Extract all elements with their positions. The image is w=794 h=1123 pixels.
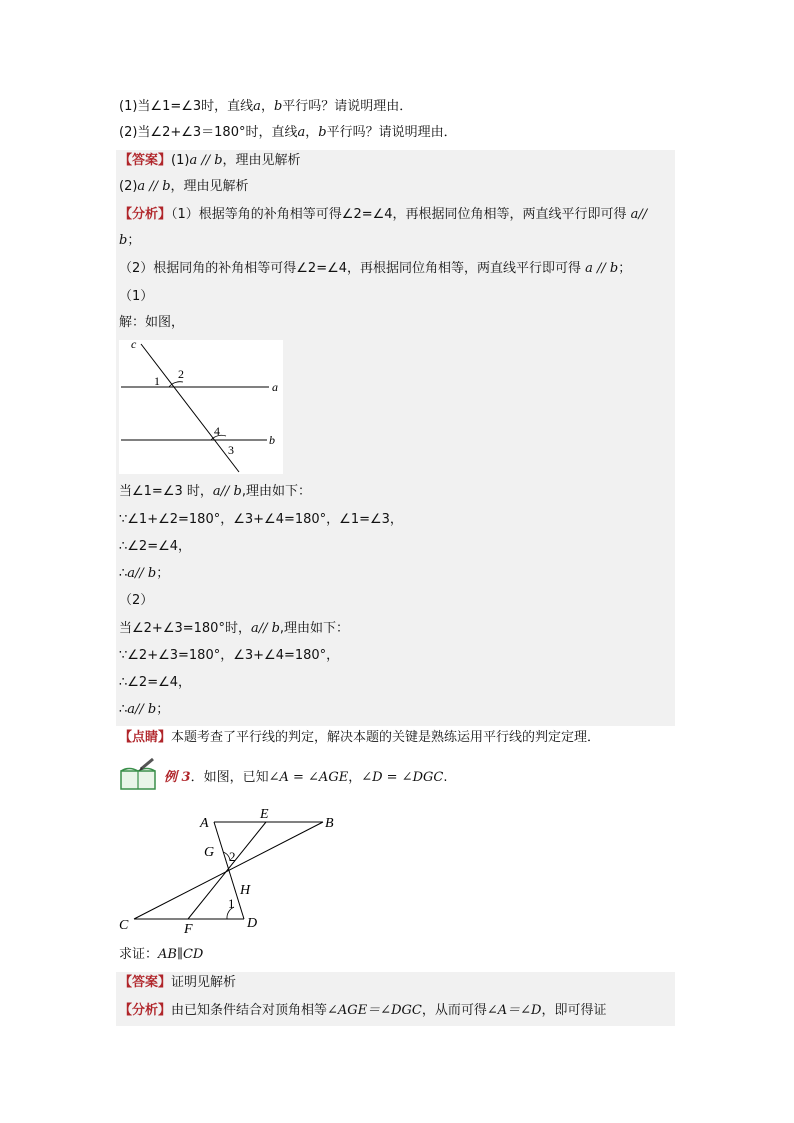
figure-parallel-lines	[119, 340, 283, 474]
solution-1-line-4: ∴a// b；	[119, 566, 170, 581]
analysis-tag: 【分析】	[119, 207, 172, 222]
analysis-line-2: （2）根据同角的补角相等可得∠2=∠4，再根据同位角相等，两直线平行即可得 a // b；	[119, 261, 632, 276]
label-1: 1	[228, 896, 235, 911]
label-A: A	[200, 816, 209, 831]
answer-line-1: 【答案】(1)a // b，理由见解析	[119, 153, 301, 168]
question-2: (2)当∠2+∠3＝180°时，直线a，b平行吗？请说明理由．	[119, 125, 457, 140]
analysis-line-1-cont: b；	[119, 233, 141, 248]
label-B: B	[325, 816, 334, 831]
segment-EF	[188, 822, 266, 919]
label-2: 2	[229, 849, 236, 864]
answer-tag-2: 【答案】	[119, 975, 172, 990]
answer-line-2: (2)a // b，理由见解析	[119, 179, 249, 194]
label-4: 4	[214, 424, 220, 438]
label-G: G	[204, 845, 215, 860]
answer-tag: 【答案】	[119, 153, 172, 168]
book-pencil-icon	[119, 757, 159, 791]
label-E: E	[260, 807, 269, 822]
label-2: 2	[178, 367, 184, 381]
solution-1-line-3: ∴∠2=∠4，	[119, 539, 192, 554]
solution-2-line-4: ∴a// b；	[119, 702, 170, 717]
label-b: b	[269, 433, 275, 447]
solution-intro: 解：如图，	[119, 315, 185, 330]
example-label: 例 3	[164, 770, 191, 785]
solution-2-line-3: ∴∠2=∠4，	[119, 675, 192, 690]
prove-line: 求证：AB∥CD	[119, 947, 204, 962]
answer-line-3: 【答案】证明见解析	[119, 975, 237, 990]
analysis-tag-2: 【分析】	[119, 1003, 172, 1018]
solution-2-line-2: ∵∠2+∠3=180°，∠3+∠4=180°，	[119, 648, 340, 663]
label-C: C	[119, 918, 129, 933]
question-1: (1)当∠1=∠3时，直线a，b平行吗？请说明理由．	[119, 99, 413, 114]
label-a: a	[272, 380, 278, 394]
solution-1-line-1: 当∠1=∠3 时，a// b,理由如下：	[119, 484, 311, 499]
label-3: 3	[228, 443, 234, 457]
comment-line: 【点睛】本题考查了平行线的判定，解决本题的关键是熟练运用平行线的判定定理．	[119, 730, 601, 745]
label-D: D	[247, 916, 258, 931]
comment-tag: 【点睛】	[119, 730, 172, 745]
example-3-line: 例 3．如图，已知∠A = ∠AGE，∠D = ∠DGC.	[164, 770, 448, 785]
label-H: H	[240, 883, 251, 898]
label-F: F	[184, 922, 193, 935]
analysis-line-1: 【分析】（1）根据等角的补角相等可得∠2=∠4，再根据同位角相等，两直线平行即可得 a//	[119, 207, 648, 222]
label-c: c	[131, 340, 137, 351]
solution-part-2: （2）	[119, 593, 154, 608]
solution-1-line-2: ∵∠1+∠2=180°，∠3+∠4=180°，∠1=∠3，	[119, 512, 403, 527]
solution-2-line-1: 当∠2+∠3=180°时，a// b,理由如下：	[119, 621, 350, 636]
analysis-line-3: 【分析】由已知条件结合对顶角相等∠AGE＝∠DGC，从而可得∠A＝∠D，即可得证	[119, 1003, 607, 1018]
figure-quadrilateral	[116, 803, 346, 935]
solution-part-1: （1）	[119, 289, 154, 304]
label-1: 1	[154, 374, 160, 388]
